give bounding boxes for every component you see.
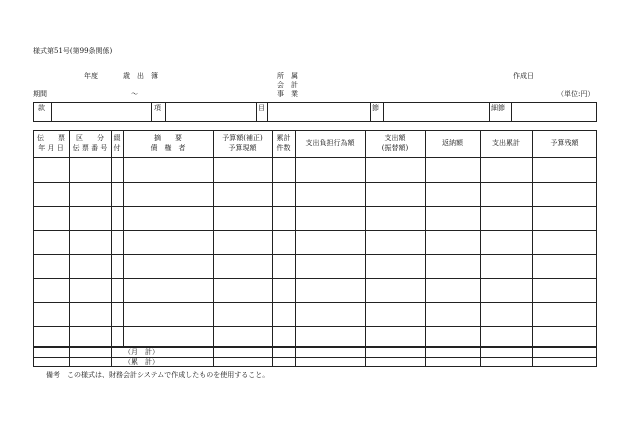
col-divider [532,130,533,367]
col-futan: 支出負担行為額 [305,139,355,147]
setsu-label: 節 [372,104,379,112]
col-denpyo-top: 伝 票 [37,134,65,142]
divider [165,102,166,122]
divider [489,102,490,122]
col-kubun-top: 区 分 [76,134,104,142]
col-shishutsu-ruikei: 支出累計 [492,139,520,147]
col-tsuzuri-top: 綴 [113,134,121,142]
summary-separator [33,346,597,348]
cumulative-total-label: （累 計） [124,358,159,366]
row-line [33,357,597,358]
form-number: 様式第51号(第99条関係) [33,47,113,55]
col-divider [365,130,366,367]
divider [267,102,268,122]
classification-row [33,102,597,122]
col-divider [480,130,481,367]
col-tekiyo-top: 摘 要 [154,134,182,142]
divider [151,102,152,122]
unit-label: （単位:円） [557,90,595,98]
divider [383,102,384,122]
row-line [33,182,597,183]
col-tsuzuri-bottom: 付 [113,144,121,152]
header-separator [33,157,597,158]
divider [256,102,257,122]
col-divider [69,130,70,367]
col-ruikei-bottom: 件数 [276,144,291,152]
period-label: 期間 [33,90,47,98]
col-divider [123,130,124,346]
account-label: 会 計 [277,81,298,89]
col-yosan-top: 予算額(補正) [222,134,263,142]
col-divider [213,130,214,367]
row-line [33,254,597,255]
col-divider [425,130,426,367]
col-divider [272,130,273,367]
row-line [33,302,597,303]
col-zangaku: 予算残額 [550,139,579,147]
fiscal-year-label: 年度 [84,72,98,80]
kou-label: 項 [154,104,161,112]
monthly-total-label: （月 計） [124,348,159,356]
col-henno: 返納額 [442,139,463,147]
col-kubun-bottom: 伝 票 番 号 [72,144,108,152]
row-line [33,230,597,231]
col-divider [111,130,112,367]
kan-label: 款 [38,104,45,112]
period-tilde: ～ [131,90,138,98]
ledger-table [33,130,597,367]
footnote: 備考 この様式は、財務会計システムで作成したものを使用すること。 [46,371,270,379]
divider [511,102,512,122]
col-shishutsu-bottom: (振替額) [381,144,409,152]
ledger-title: 歳 出 簿 [123,72,158,80]
col-divider [295,130,296,367]
row-line [33,206,597,207]
col-denpyo-bottom: 年 月 日 [38,144,64,152]
moku-label: 目 [258,104,265,112]
divider [51,102,52,122]
col-tekiyo-bottom: 債 権 者 [150,144,186,152]
row-line [33,326,597,327]
col-shishutsu-top: 支出額 [384,134,406,142]
col-yosan-bottom: 予算現額 [228,144,257,152]
col-ruikei-top: 累計 [276,134,291,142]
row-line [33,278,597,279]
affiliation-label: 所 属 [277,72,298,80]
project-label: 事 業 [277,90,298,98]
created-date-label: 作成日 [513,72,534,80]
divider [370,102,371,122]
saisetsu-label: 細節 [491,104,505,112]
